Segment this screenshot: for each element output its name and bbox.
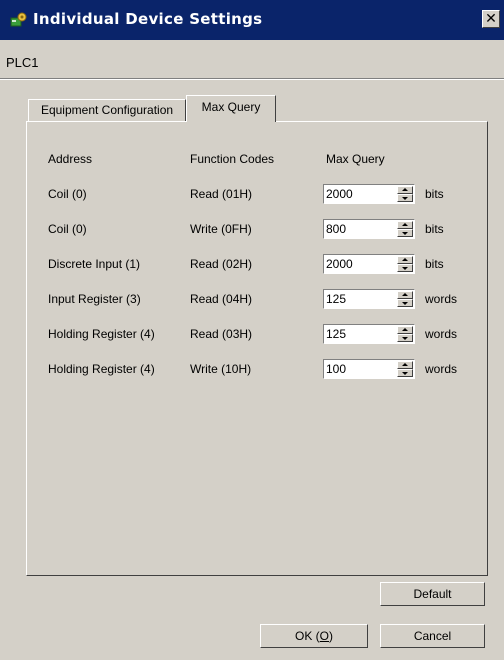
close-button[interactable] — [482, 10, 500, 28]
device-settings-icon — [10, 12, 28, 28]
title-bar — [0, 0, 504, 40]
row-function-code: Write (10H) — [190, 362, 252, 376]
tab-max-query[interactable]: Max Query — [186, 95, 276, 122]
row-address: Coil (0) — [48, 222, 87, 236]
close-icon: ✕ — [485, 11, 497, 27]
unit-label: words — [425, 327, 458, 341]
row-address: Discrete Input (1) — [48, 257, 141, 271]
row-address: Coil (0) — [48, 187, 87, 201]
ok-label-prefix: OK ( — [294, 629, 320, 643]
ok-mnemonic: O — [319, 629, 329, 643]
row-address: Holding Register (4) — [48, 327, 155, 341]
ok-button[interactable] — [260, 624, 368, 648]
device-name: PLC1 — [6, 55, 39, 70]
row-address: Input Register (3) — [48, 292, 141, 306]
row-address: Holding Register (4) — [48, 362, 155, 376]
cancel-button[interactable]: Cancel — [380, 624, 485, 648]
row-function-code: Read (01H) — [190, 187, 253, 201]
row-function-code: Read (02H) — [190, 257, 253, 271]
header-function-codes: Function Codes — [190, 152, 275, 166]
unit-label: bits — [425, 222, 444, 236]
row-function-code: Write (0FH) — [190, 222, 252, 236]
unit-label: words — [425, 292, 458, 306]
row-function-code: Read (04H) — [190, 292, 253, 306]
tab-equipment-configuration[interactable]: Equipment Configuration — [28, 99, 186, 121]
default-button[interactable]: Default — [380, 582, 485, 606]
unit-label: bits — [425, 257, 444, 271]
header-max-query: Max Query — [326, 152, 385, 166]
row-function-code: Read (03H) — [190, 327, 253, 341]
ok-label-suffix: ) — [329, 629, 333, 643]
tab-panel-max-query — [26, 121, 488, 576]
window-title: Individual Device Settings — [33, 10, 263, 28]
header-address: Address — [48, 152, 93, 166]
unit-label: bits — [425, 187, 444, 201]
unit-label: words — [425, 362, 458, 376]
header-separator — [0, 78, 504, 80]
